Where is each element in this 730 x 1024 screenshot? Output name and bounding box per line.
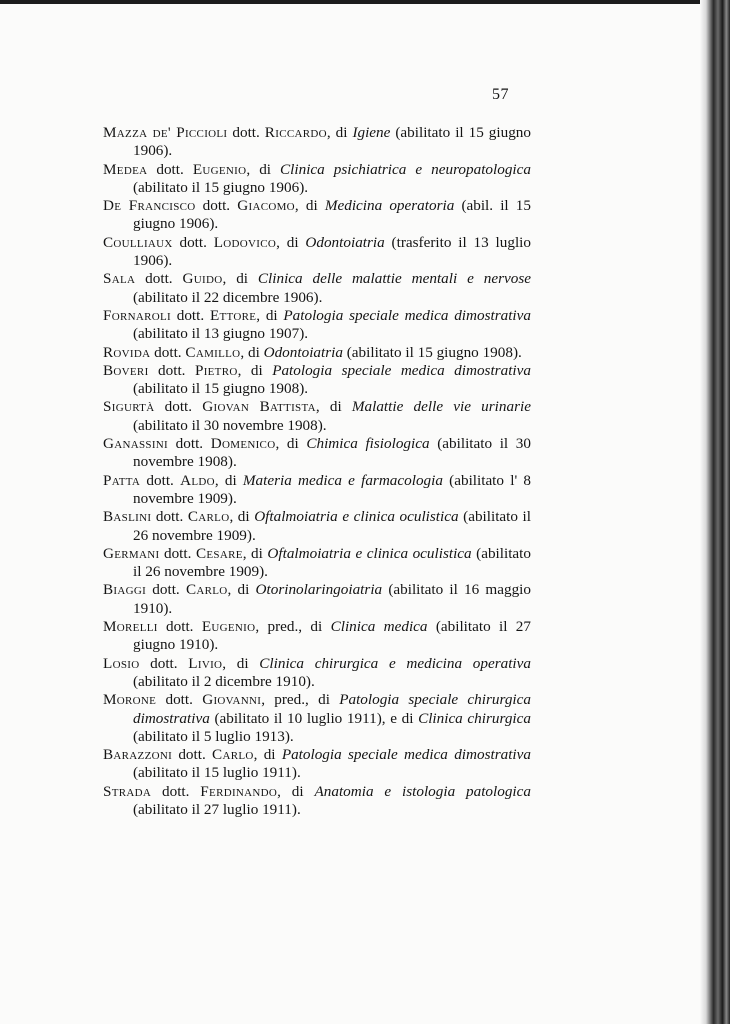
connector-text: , di xyxy=(256,306,284,324)
subject: Otorinolaringoiatria xyxy=(255,581,383,599)
qualification-date: (abil. il 15 giugno 1906). xyxy=(133,197,531,233)
faculty-list xyxy=(103,124,531,819)
surname: Sigurtà xyxy=(103,398,155,416)
surname: Boveri xyxy=(103,361,149,379)
list-item xyxy=(103,307,531,344)
qualification-date: (abilitato il 26 novembre 1909). xyxy=(133,508,531,544)
title-text: dott. xyxy=(170,306,210,324)
given-name: Carlo xyxy=(212,746,254,764)
qualification-date: (abilitato il 26 novembre 1909). xyxy=(133,544,531,581)
given-name: Guido xyxy=(182,270,223,288)
title-text: dott. xyxy=(156,691,203,709)
subject: Materia medica e farmacologia xyxy=(242,471,443,489)
connector-text: , di xyxy=(246,160,281,178)
title-text: dott. xyxy=(151,782,201,800)
connector-text: , di xyxy=(315,398,352,416)
connector-text: , di xyxy=(276,233,306,251)
list-item xyxy=(103,472,531,509)
given-name: Aldo xyxy=(180,471,215,489)
connector-text: , di xyxy=(227,581,256,599)
qualification-date: (abilitato il 22 dicembre 1906). xyxy=(133,288,323,306)
title-text: dott. xyxy=(135,270,183,288)
given-name: Pietro xyxy=(194,361,238,379)
given-name: Giacomo xyxy=(237,197,295,215)
title-text: dott. xyxy=(151,508,188,526)
list-item xyxy=(103,581,531,618)
surname: Strada xyxy=(103,782,152,800)
surname: Biaggi xyxy=(103,581,147,599)
qualification-date: (trasferito il 13 luglio 1906). xyxy=(133,233,531,270)
title-text: dott. xyxy=(172,233,214,251)
subject: Odontoiatria xyxy=(263,343,343,361)
subject: Chimica fisiologica xyxy=(306,435,430,453)
title-text: dott. xyxy=(148,361,195,379)
connector-text: , di xyxy=(253,746,282,764)
title-text: dott. xyxy=(139,654,189,672)
surname: Morelli xyxy=(103,618,158,636)
connector-text: , di xyxy=(222,654,260,672)
subject: Odontoiatria xyxy=(305,233,385,251)
list-item xyxy=(103,435,531,472)
list-item xyxy=(103,746,531,783)
list-item xyxy=(103,344,531,362)
qualification-date: (abilitato il 15 giugno 1908). xyxy=(342,343,522,361)
surname: Baslini xyxy=(103,508,152,526)
list-item xyxy=(103,234,531,271)
list-item xyxy=(103,508,531,545)
subject: Clinica psichiatrica e neuropatologica xyxy=(280,160,531,178)
qualification-date: (abilitato il 15 giugno 1906). xyxy=(133,178,309,196)
book-binding-edge xyxy=(700,0,730,1024)
qualification-date: (abilitato il 15 giugno 1908). xyxy=(133,380,309,398)
list-item xyxy=(103,691,531,746)
surname: Fornaroli xyxy=(103,306,171,324)
list-item xyxy=(103,270,531,307)
title-text: dott. xyxy=(195,197,238,215)
qualification-date: (abilitato il 27 giugno 1910). xyxy=(133,618,531,654)
subject: Oftalmoiatria e clinica oculistica xyxy=(267,544,472,562)
title-text: dott. xyxy=(227,124,265,141)
connector-text: , di xyxy=(294,197,325,215)
surname: Losio xyxy=(103,654,140,672)
title-text: dott. xyxy=(168,435,211,453)
title-text: dott. xyxy=(157,618,202,636)
given-name: Giovanni xyxy=(202,691,262,709)
subject: Clinica medica xyxy=(330,618,428,636)
surname: De Francisco xyxy=(103,197,196,215)
subject: Clinica delle malattie mentali e nervose xyxy=(257,270,531,288)
title-text: dott. xyxy=(172,746,213,764)
qualification-date: (abilitato il 13 giugno 1907). xyxy=(133,325,309,343)
list-item xyxy=(103,398,531,435)
given-name: Livio xyxy=(188,654,223,672)
list-item xyxy=(103,362,531,399)
connector-text: , di xyxy=(326,124,353,141)
given-name: Giovan Battista xyxy=(202,398,316,416)
given-name: Domenico xyxy=(210,435,276,453)
given-name: Eugenio xyxy=(201,618,256,636)
list-item xyxy=(103,124,531,161)
title-text: dott. xyxy=(154,398,203,416)
subject: Patologia speciale medica dimostrativa xyxy=(272,361,531,379)
second-qualification-date: (abilitato il 5 luglio 1913). xyxy=(133,727,294,745)
second-subject: Clinica chirurgica xyxy=(418,709,531,727)
qualification-date: (abilitato l' 8 novembre 1909). xyxy=(133,471,531,507)
connector-text: , di xyxy=(237,361,273,379)
list-item xyxy=(103,161,531,198)
subject: Malattie delle vie urinarie xyxy=(351,398,531,416)
surname: Rovida xyxy=(103,343,151,361)
list-item xyxy=(103,783,531,820)
connector-text: , di xyxy=(277,782,315,800)
connector-text: , di xyxy=(222,270,258,288)
given-name: Carlo xyxy=(187,508,230,526)
title-text: dott. xyxy=(140,471,181,489)
connector-text: , di xyxy=(275,435,307,453)
given-name: Ferdinando xyxy=(200,782,278,800)
surname: Patta xyxy=(103,471,141,489)
connector-text: , di xyxy=(242,544,268,562)
subject: Patologia speciale medica dimostrativa xyxy=(281,746,531,764)
subject: Medicina operatoria xyxy=(324,197,455,215)
given-name: Eugenio xyxy=(192,160,247,178)
qualification-date: (abilitato il 27 luglio 1911). xyxy=(133,800,301,818)
surname: Mazza de' Piccioli xyxy=(103,124,228,141)
list-item xyxy=(103,545,531,582)
surname: Sala xyxy=(103,270,136,288)
qualification-date: (abilitato il 15 luglio 1911). xyxy=(133,764,301,782)
surname: Ganassini xyxy=(103,435,169,453)
page-number: 57 xyxy=(492,86,509,103)
qualification-date: (abilitato il 10 luglio 1911), e di xyxy=(209,709,419,727)
connector-text: , di xyxy=(214,471,243,489)
title-text: dott. xyxy=(147,160,193,178)
title-text: dott. xyxy=(150,343,186,361)
qualification-date: (abilitato il 16 maggio 1910). xyxy=(133,581,531,617)
title-text: dott. xyxy=(146,581,186,599)
subject: Patologia speciale medica dimostrativa xyxy=(283,306,531,324)
subject: Igiene xyxy=(352,124,391,141)
surname: Coulliaux xyxy=(103,233,173,251)
list-item xyxy=(103,197,531,234)
given-name: Cesare xyxy=(195,544,243,562)
subject: Patologia speciale chirurgica dimostrativa xyxy=(133,691,531,727)
qualification-date: (abilitato il 30 novembre 1908). xyxy=(133,435,531,471)
qualification-date: (abilitato il 30 novembre 1908). xyxy=(133,416,327,434)
given-name: Camillo xyxy=(185,343,241,361)
qualification-date: (abilitato il 2 dicembre 1910). xyxy=(133,672,315,690)
subject: Oftalmoiatria e clinica oculistica xyxy=(254,508,459,526)
surname: Medea xyxy=(103,160,148,178)
given-name: Carlo xyxy=(185,581,228,599)
surname: Germani xyxy=(103,544,160,562)
list-item xyxy=(103,655,531,692)
subject: Clinica chirurgica e medicina operativa xyxy=(259,654,531,672)
surname: Morone xyxy=(103,691,157,709)
connector-text: , pred., di xyxy=(255,618,331,636)
qualification-date: (abilitato il 15 giugno 1906). xyxy=(133,124,531,160)
surname: Barazzoni xyxy=(103,746,173,764)
given-name: Lodovico xyxy=(213,233,277,251)
connector-text: , pred., di xyxy=(261,691,340,709)
page-top-edge xyxy=(0,0,730,4)
connector-text: , di xyxy=(240,343,264,361)
list-item xyxy=(103,618,531,655)
connector-text: , di xyxy=(229,508,255,526)
given-name: Ettore xyxy=(209,306,257,324)
title-text: dott. xyxy=(159,544,196,562)
subject: Anatomia e istologia patologica xyxy=(314,782,531,800)
given-name: Riccardo xyxy=(264,124,327,141)
